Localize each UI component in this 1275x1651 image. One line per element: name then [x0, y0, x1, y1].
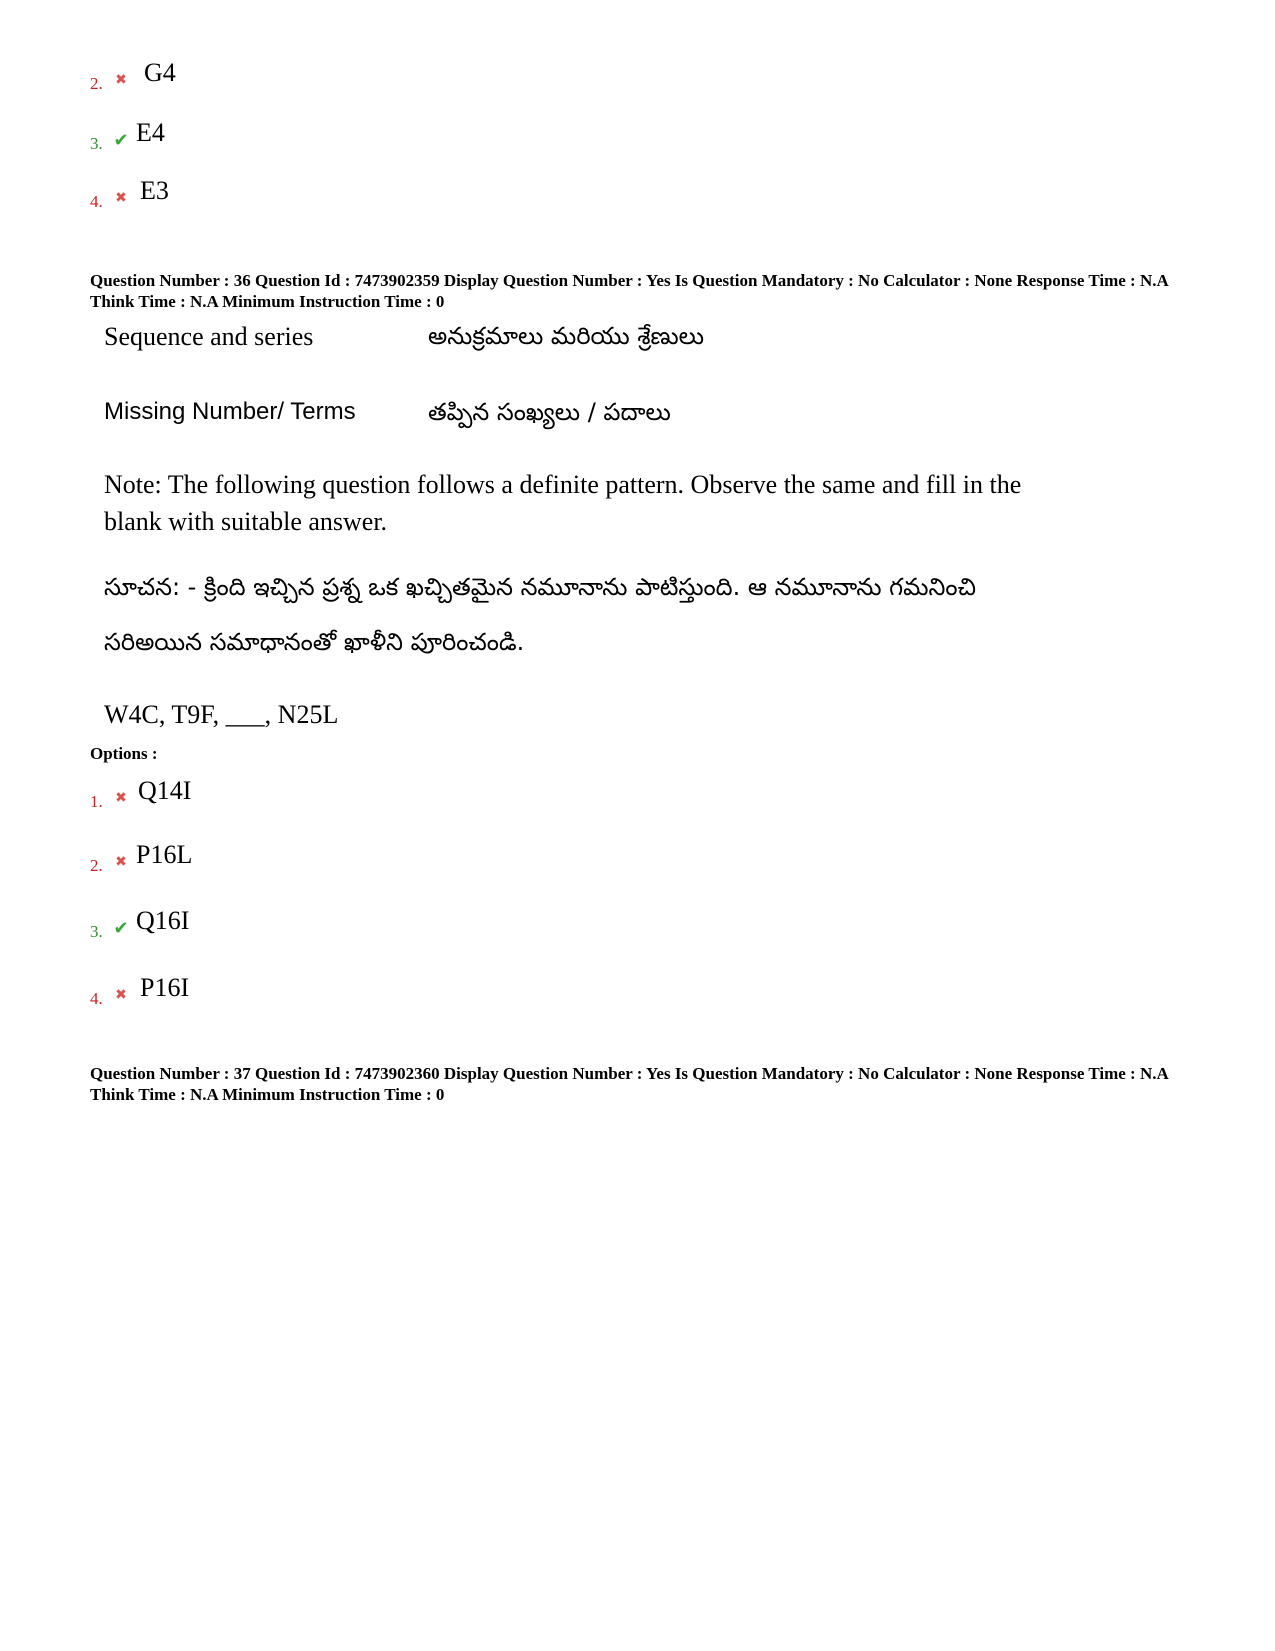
question-37-meta: Question Number : 37 Question Id : 7473902360 Display Question Number : Yes Is Question Mandatory : No Calculator : None Response Time : N.A Think Time : N.A Minimum Instruction Time : 0 — [90, 1064, 1168, 1104]
cross-mark-icon: ✖ — [115, 73, 127, 88]
subtopic-telugu-row — [428, 398, 671, 432]
cross-mark-icon: ✖ — [115, 988, 127, 1003]
subtopic-telugu: తప్పిన సంఖ్యలు / పదాలు — [428, 398, 671, 426]
option-3 — [90, 908, 189, 940]
note-english: Note: The following question follows a definite pattern. Observe the same and fill in the blank with suitable answer. — [104, 470, 1022, 536]
option-value: G4 — [144, 58, 176, 87]
option-number: 3. — [90, 922, 103, 941]
option-value: E4 — [136, 118, 165, 147]
option-value: P16L — [136, 840, 193, 869]
option-4 — [90, 975, 189, 1007]
option-number: 3. — [90, 134, 103, 153]
option-number: 1. — [90, 792, 103, 811]
topic-row — [104, 322, 313, 352]
question-36-meta: Question Number : 36 Question Id : 7473902359 Display Question Number : Yes Is Question Mandatory : No Calculator : None Response Time : N.A Think Time : N.A Minimum Instruction Time : 0 — [90, 271, 1168, 311]
topic-telugu: అనుక్రమాలు మరియు శ్రేణులు — [428, 322, 704, 350]
cross-mark-icon: ✖ — [115, 191, 127, 206]
option-value: Q16I — [136, 906, 190, 935]
check-mark-icon: ✔ — [113, 130, 129, 150]
subtopic-row — [104, 398, 356, 426]
note-telugu: సూచన: - క్రింది ఇచ్చిన ప్రశ్న ఒక ఖచ్చితమైన నమూనాను పాటిస్తుంది. ఆ నమూనాను గమనించి సరిఅయిన సమాధానంతో ఖాళీని పూరించండి. — [104, 573, 976, 656]
cross-mark-icon: ✖ — [115, 855, 127, 870]
option-2 — [90, 842, 192, 874]
subtopic-english: Missing Number/ Terms — [104, 398, 356, 425]
prev-option-2 — [90, 60, 176, 92]
option-value: Q14I — [138, 776, 192, 805]
options-label: Options : — [90, 744, 158, 763]
option-1 — [90, 778, 191, 810]
topic-english: Sequence and series — [104, 322, 314, 351]
check-mark-icon: ✔ — [113, 918, 129, 938]
question-sequence: W4C, T9F, ___, N25L — [104, 700, 339, 729]
option-number: 2. — [90, 74, 103, 93]
option-number: 2. — [90, 856, 103, 875]
option-value: E3 — [140, 176, 169, 205]
prev-option-3 — [90, 120, 165, 152]
option-number: 4. — [90, 989, 103, 1008]
option-number: 4. — [90, 192, 103, 211]
prev-option-4 — [90, 178, 169, 210]
cross-mark-icon: ✖ — [115, 791, 127, 806]
option-value: P16I — [140, 973, 190, 1002]
topic-telugu-row — [428, 322, 704, 356]
